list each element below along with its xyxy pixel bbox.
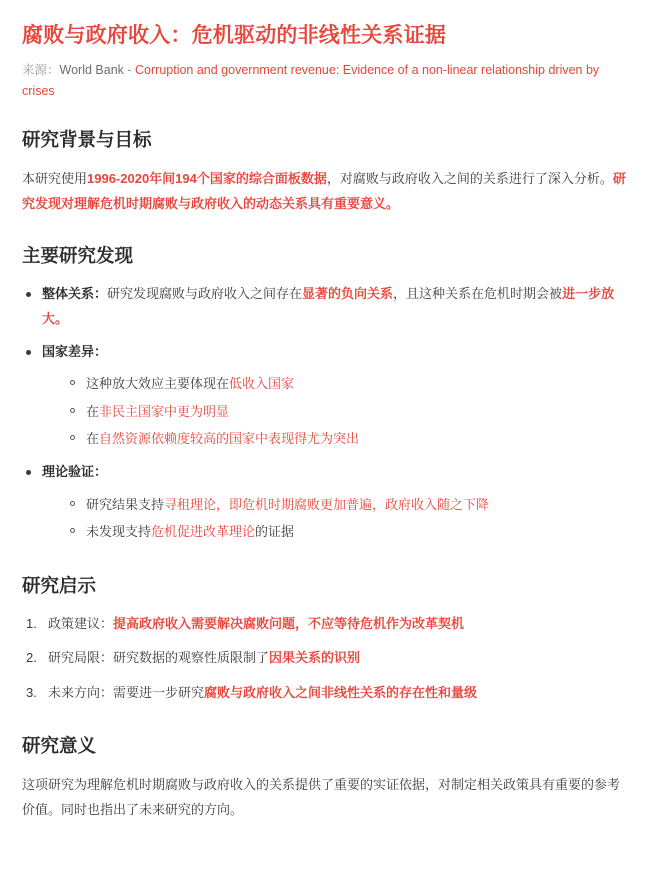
- subitem-highlight: 危机促进改革理论: [151, 524, 256, 540]
- list-item: [68, 425, 629, 452]
- source-organization: World Bank: [59, 63, 124, 78]
- theory-sublist: [42, 491, 629, 546]
- finding-label-theory: 理论验证：: [42, 464, 108, 480]
- implication-highlight-limitations: 因果关系的识别: [269, 650, 361, 666]
- implication-label-future: 未来方向：: [48, 685, 114, 701]
- list-item: [68, 370, 629, 397]
- list-item: [68, 398, 629, 425]
- subitem-highlight: 寻租理论，即危机时期腐败更加普遍，政府收入随之下降: [164, 497, 490, 513]
- subitem-text-part1: 在: [86, 403, 100, 419]
- implication-highlight-future: 腐败与政府收入之间非线性关系的存在性和量级: [204, 685, 478, 701]
- section-findings: [22, 244, 629, 545]
- section-significance: [22, 734, 629, 823]
- finding-label-country-differences: 国家差异：: [42, 343, 108, 359]
- list-item: [22, 612, 629, 637]
- source-separator: -: [123, 63, 136, 78]
- section-background: [22, 128, 629, 217]
- section-heading-implications: 研究启示: [22, 574, 97, 596]
- implication-label-policy: 政策建议：: [48, 615, 114, 631]
- subitem-highlight: 自然资源依赖度较高的国家中表现得尤为突出: [99, 431, 360, 447]
- implication-text-limitations: 研究数据的观察性质限制了: [113, 650, 270, 666]
- background-highlight-2: 研究发现对理解危机时期腐败与政府收入的动态关系具有重要意义。: [22, 170, 626, 211]
- list-item: [22, 646, 629, 671]
- implication-label-limitations: 研究局限：: [48, 650, 114, 666]
- section-heading-findings: 主要研究发现: [22, 245, 134, 267]
- country-differences-sublist: [42, 370, 629, 452]
- background-text-part1: 本研究使用: [22, 170, 88, 186]
- subitem-highlight: 低收入国家: [229, 376, 295, 392]
- background-text-part2: ，对腐败与政府收入之间的关系进行了深入分析。: [326, 170, 613, 186]
- section-implications: [22, 574, 629, 706]
- list-item: [22, 340, 629, 453]
- finding-overall-part1: 研究发现腐败与政府收入之间存在: [107, 286, 303, 302]
- subitem-text-part1: 在: [86, 431, 100, 447]
- background-paragraph: [22, 166, 629, 217]
- subitem-highlight: 非民主国家中更为明显: [99, 403, 230, 419]
- source-line: [22, 60, 629, 101]
- list-item: [22, 460, 629, 545]
- subitem-text-part1: 这种放大效应主要体现在: [86, 376, 230, 392]
- significance-paragraph: 这项研究为理解危机时期腐败与政府收入的关系提供了重要的实证依据，对制定相关政策具有重要的参考价值。同时也指出了未来研究的方向。: [22, 776, 621, 818]
- finding-overall-highlight-1: 显著的负向关系: [302, 286, 394, 302]
- subitem-text-part1: 研究结果支持: [86, 497, 165, 513]
- implications-list: [22, 612, 629, 706]
- finding-label-overall: 整体关系：: [42, 286, 108, 302]
- list-item: [68, 518, 629, 545]
- section-heading-significance: 研究意义: [22, 734, 97, 756]
- section-heading-background: 研究背景与目标: [22, 128, 152, 150]
- findings-list: [22, 282, 629, 545]
- finding-overall-part2: ，且这种关系在危机时期会被: [393, 286, 563, 302]
- finding-overall-highlight-2: 进一步放大。: [42, 286, 615, 327]
- subitem-text-part1: 未发现支持: [86, 524, 152, 540]
- source-paper-title: Corruption and government revenue: Evidence of a non-linear relationship driven by crises: [22, 63, 600, 98]
- implication-text-future: 需要进一步研究: [113, 685, 205, 701]
- list-item: [22, 681, 629, 706]
- source-label: 来源：: [22, 63, 60, 78]
- page-title: 腐败与政府收入：危机驱动的非线性关系证据: [22, 24, 446, 47]
- implication-highlight-policy: 提高政府收入需要解决腐败问题，不应等待危机作为改革契机: [113, 615, 465, 631]
- subitem-text-part2: 的证据: [255, 524, 295, 540]
- list-item: [68, 491, 629, 518]
- list-item: [22, 282, 629, 331]
- background-highlight-1: 1996-2020年间194个国家的综合面板数据: [87, 170, 327, 186]
